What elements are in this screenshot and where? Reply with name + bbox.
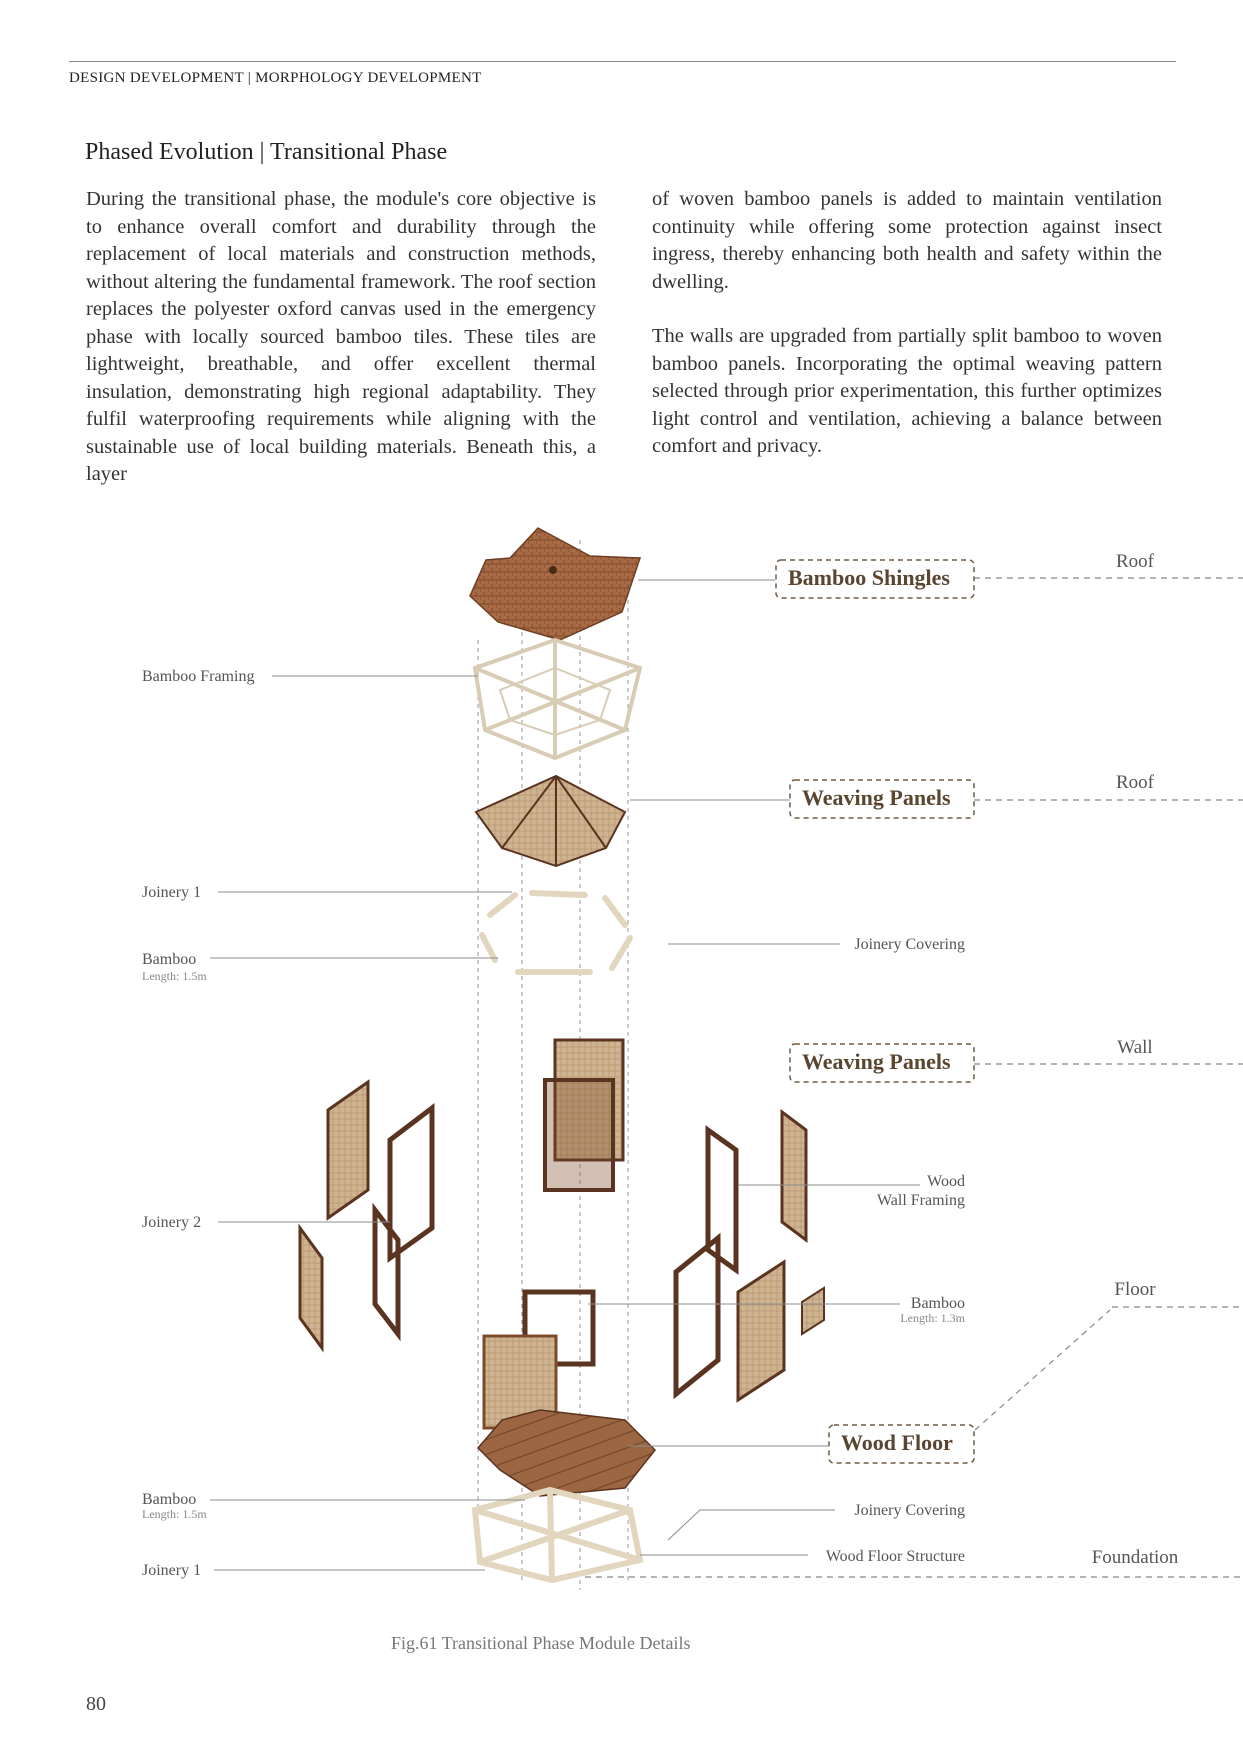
roof-weaving-panels (476, 776, 625, 866)
label-joinery1-top: Joinery 1 (142, 884, 202, 901)
wall-panels (300, 1040, 824, 1428)
label-weaving-panels-roof: Weaving Panels (802, 785, 951, 810)
body-paragraph: The walls are upgraded from partially split bamboo to woven bamboo panels. Incorporating the optimal weaving pattern selected through prior experimentation, this further optimizes light control and ventilation, achieving a balance between comfort and privacy. (652, 325, 1162, 457)
label-bamboo-mid-length: Length: 1.3m (900, 1311, 965, 1325)
category-floor: Floor (1114, 1279, 1156, 1300)
roof-bamboo-framing (475, 640, 640, 758)
label-joinery-covering-bottom: Joinery Covering (854, 1502, 965, 1519)
page-number: 80 (86, 1693, 106, 1715)
label-bamboo-mid: Bamboo (910, 1295, 965, 1312)
figure-caption: Fig.61 Transitional Phase Module Details (391, 1633, 691, 1653)
floor-structure (475, 1490, 640, 1580)
label-joinery-covering-top: Joinery Covering (854, 936, 965, 953)
body-paragraph: of woven bamboo panels is added to maintain ventilation continuity while offering some protection against insect ingress, thereby enhancing both health and safety within the dwelling. (652, 188, 1162, 293)
category-wall: Wall (1117, 1037, 1153, 1058)
roof-shingles (470, 528, 640, 640)
label-bamboo-top-length: Length: 1.5m (142, 969, 207, 983)
label-wood: Wood (927, 1173, 965, 1190)
body-paragraph: During the transitional phase, the module's core objective is to enhance overall comfort and durability through the replacement of local materials and construction methods, without altering the fundamental framework. The roof section replaces the polyester oxford canvas used in the emergency phase with locally sourced bamboo tiles. These tiles are lightweight, breathable, and offer excellent thermal insulation, demonstrating high regional adaptability. They fulfil waterproofing requirements while aligning with the sustainable use of local building materials. Beneath this, a layer (86, 188, 596, 485)
label-weaving-panels-wall: Weaving Panels (802, 1049, 951, 1074)
joinery-ring-top (482, 893, 630, 972)
section-header: DESIGN DEVELOPMENT | MORPHOLOGY DEVELOPMENT (69, 70, 482, 86)
page-title: Phased Evolution | Transitional Phase (85, 139, 448, 165)
label-bamboo-bottom-length: Length: 1.5m (142, 1507, 207, 1521)
label-bamboo-top: Bamboo (142, 951, 197, 968)
category-roof-2: Roof (1116, 772, 1154, 793)
label-bamboo-bottom: Bamboo (142, 1491, 197, 1508)
label-bamboo-shingles: Bamboo Shingles (788, 565, 950, 590)
label-joinery2: Joinery 2 (142, 1214, 202, 1231)
wood-floor (478, 1410, 655, 1496)
label-joinery1-bottom: Joinery 1 (142, 1562, 202, 1579)
label-wood-floor: Wood Floor (841, 1430, 953, 1455)
label-wall-framing: Wall Framing (876, 1192, 965, 1209)
category-foundation: Foundation (1091, 1547, 1179, 1568)
category-roof-1: Roof (1116, 551, 1154, 572)
label-bamboo-framing: Bamboo Framing (142, 668, 255, 685)
label-wood-floor-structure: Wood Floor Structure (825, 1548, 965, 1565)
